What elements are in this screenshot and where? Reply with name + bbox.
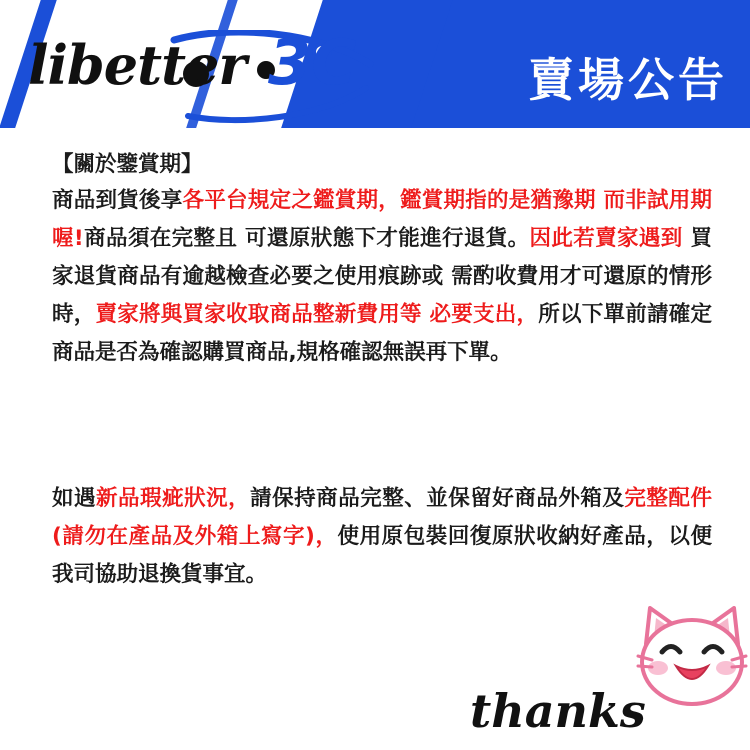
- p1-run-2: 商品須在完整且 可還原狀態下才能進行退貨。: [83, 226, 530, 251]
- page-title: 賣場公告: [528, 53, 728, 107]
- p1-run-3: 因此若賣家遇到: [529, 226, 691, 251]
- p1-run-1: 各平台規定之鑑賞期，鑑賞期指的是猶豫期 而非試用期喔!: [52, 188, 712, 251]
- p2-run-0: 如遇: [52, 486, 97, 511]
- p1-run-6: 所以下單前請確定商品是否為確認購買商品,規格確認無誤再下單。: [52, 302, 712, 365]
- p2-run-4: 使用原包裝回復原狀收納好產品，以便我司協助退換貨事宜。: [52, 524, 712, 587]
- paragraph-defective-goods: [52, 480, 712, 594]
- p2-run-2: 請保持商品完整、並保留好商品外箱及: [250, 486, 625, 511]
- p1-run-0: 商品到貨後享: [52, 188, 183, 213]
- thanks-text: thanks: [470, 684, 646, 738]
- brand-logo: [20, 26, 370, 110]
- p2-run-1: 新品瑕疵狀況，: [96, 486, 251, 511]
- logo-wordmark: libetter: [28, 33, 246, 97]
- p1-run-4: 買家退貨商品有逾越檢查必要之使用痕跡或 需酌收費用才可還原的情形時，: [52, 226, 712, 327]
- p1-run-5: 賣家將與買家收取商品整新費用等 必要支出，: [95, 302, 539, 327]
- paragraph-cooling-off: [52, 182, 712, 372]
- section-title: 【關於鑒賞期】: [52, 152, 203, 177]
- header-banner: [0, 0, 750, 128]
- p2-run-3: 完整配件(請勿在產品及外箱上寫字)，: [52, 486, 712, 549]
- cat-face-icon: [636, 604, 748, 708]
- logo-3c-mark: 3C: [268, 26, 357, 99]
